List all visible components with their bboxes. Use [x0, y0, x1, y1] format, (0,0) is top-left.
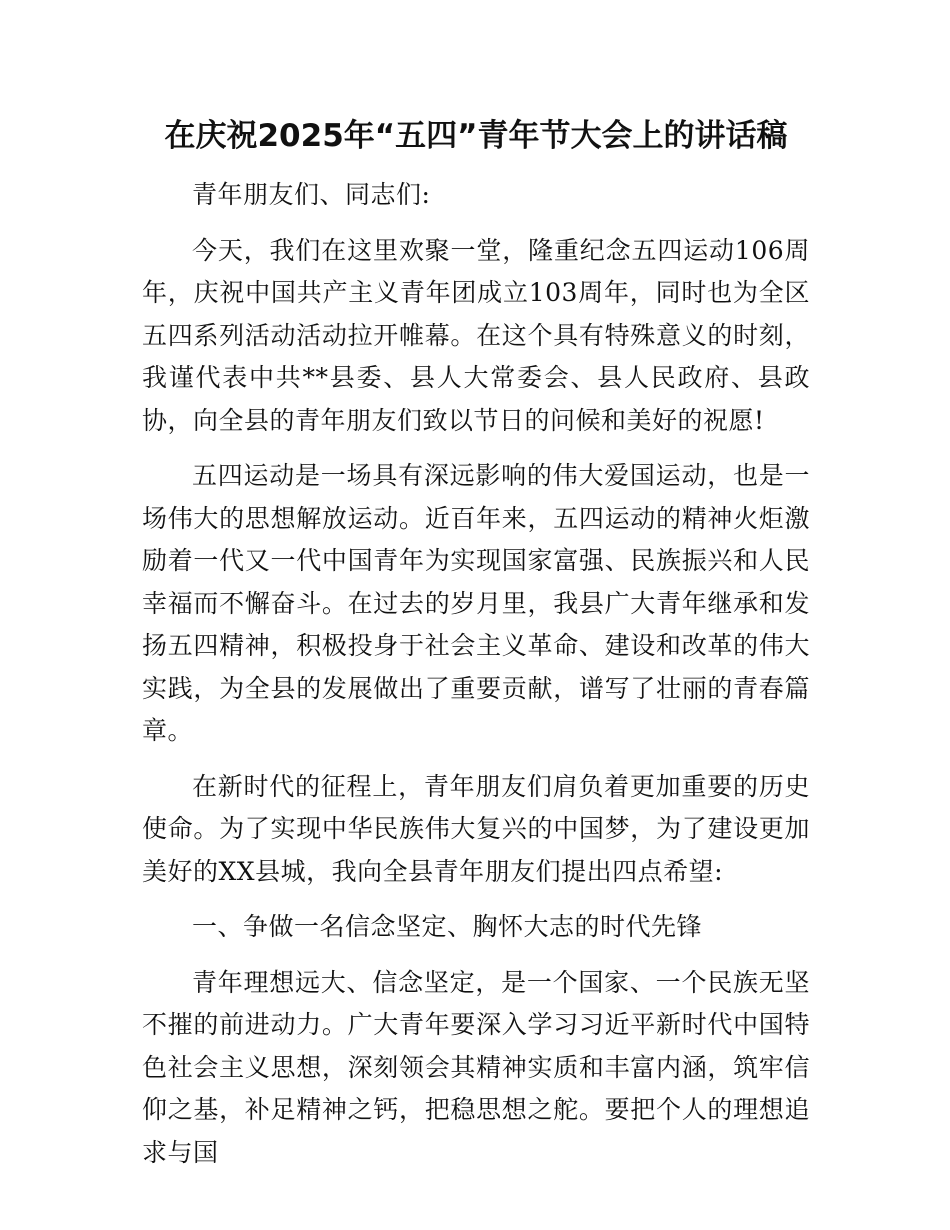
document-title: 在庆祝2025年“五四”青年节大会上的讲话稿 [164, 118, 788, 154]
salutation: 青年朋友们、同志们: [192, 180, 431, 209]
paragraph-opening: 今天，我们在这里欢聚一堂，隆重纪念五四运动106周年，庆祝中国共产主义青年团成立103周年，同时也为全区五四系列活动活动拉开帷幕。在这个具有特殊意义的时刻，我谨代表中共**县委、县人大常委会、县人民政府、县政协，向全县的青年朋友们致以节日的问候和美好的祝愿! [142, 235, 810, 435]
paragraph-mission: 在新时代的征程上，青年朋友们肩负着更加重要的历史使命。为了实现中华民族伟大复兴的中国梦，为了建设更加美好的XX县城，我向全县青年朋友们提出四点希望: [142, 771, 810, 886]
paragraph-history: 五四运动是一场具有深远影响的伟大爱国运动，也是一场伟大的思想解放运动。近百年来，五四运动的精神火炬激励着一代又一代中国青年为实现国家富强、民族振兴和人民幸福而不懈奋斗。在过去的岁月里，我县广大青年继承和发扬五四精神，积极投身于社会主义革命、建设和改革的伟大实践，为全县的发展做出了重要贡献，谱写了壮丽的青春篇章。 [142, 461, 810, 745]
section-heading-1: 一、争做一名信念坚定、胸怀大志的时代先锋 [192, 912, 703, 941]
section-paragraph-1: 青年理想远大、信念坚定，是一个国家、一个民族无坚不摧的前进动力。广大青年要深入学习习近平新时代中国特色社会主义思想，深刻领会其精神实质和丰富内涵，筑牢信仰之基，补足精神之钙，把稳思想之舵。要把个人的理想追求与国 [142, 967, 810, 1167]
document-body [142, 112, 810, 1187]
